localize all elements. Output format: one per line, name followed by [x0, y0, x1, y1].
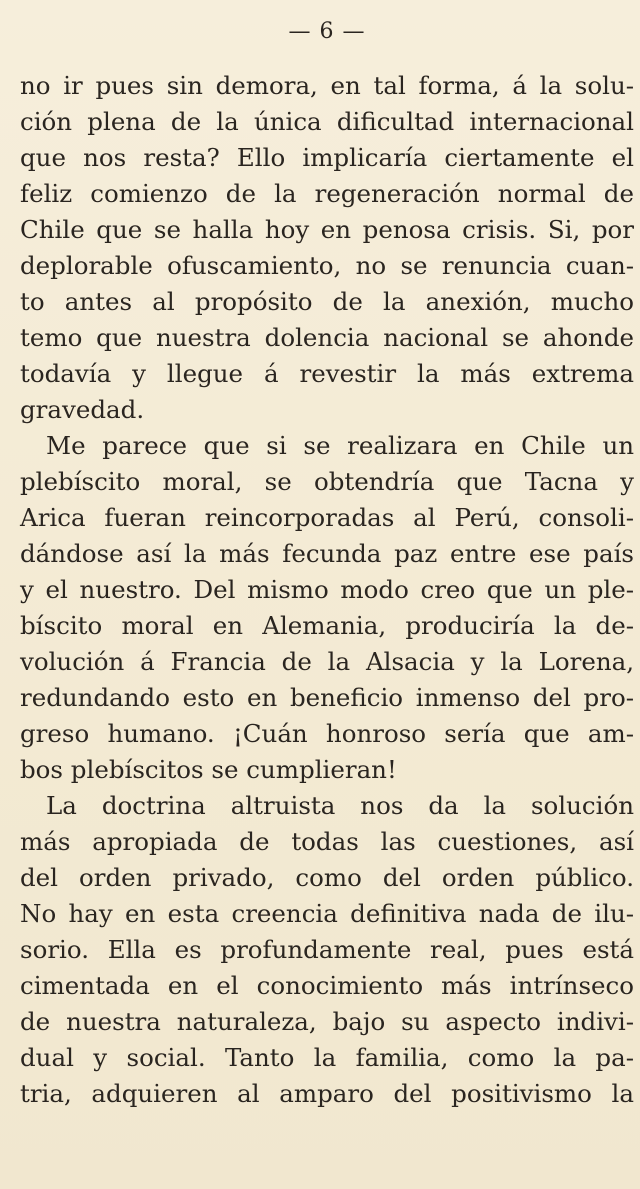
text-line: Arica fueran reincorporadas al Perú, consoli- [20, 503, 634, 532]
text-line: dual y social. Tanto la familia, como la pa- [20, 1043, 634, 1072]
text-line: redundando esto en beneficio inmenso del pro- [20, 683, 634, 712]
page-number: — 6 — [288, 19, 366, 44]
paragraph-2 [20, 428, 634, 788]
text-line: Chile que se halla hoy en penosa crisis. Si, por [20, 215, 634, 244]
paragraph-1 [20, 68, 634, 428]
text-line: todavía y llegue á revestir la más extrema [20, 359, 634, 388]
text-line: cimentada en el conocimiento más intrínseco [20, 971, 634, 1000]
text-line: no ir pues sin demora, en tal forma, á la solu- [20, 71, 634, 100]
text-line: deplorable ofuscamiento, no se renuncia cuan- [20, 251, 634, 280]
paragraph-3 [20, 788, 634, 1112]
text-line: tria, adquieren al amparo del positivismo la [20, 1079, 634, 1108]
text-line: volución á Francia de la Alsacia y la Lorena, [20, 647, 634, 676]
text-line: y el nuestro. Del mismo modo creo que un ple- [20, 575, 634, 604]
text-line: to antes al propósito de la anexión, mucho [20, 287, 634, 316]
text-line: más apropiada de todas las cuestiones, así [20, 827, 634, 856]
text-line: que nos resta? Ello implicaría ciertamente el [20, 143, 634, 172]
text-line: Me parece que si se realizara en Chile un [46, 431, 634, 460]
text-line: plebíscito moral, se obtendría que Tacna y [20, 467, 634, 496]
text-line: temo que nuestra dolencia nacional se ahonde [20, 323, 634, 352]
text-line: de nuestra naturaleza, bajo su aspecto indivi- [20, 1007, 634, 1036]
text-line: La doctrina altruista nos da la solución [46, 791, 634, 820]
text-line: feliz comienzo de la regeneración normal de [20, 179, 634, 208]
text-line: bos plebíscitos se cumplieran! [20, 755, 397, 784]
text-line: dándose así la más fecunda paz entre ese país [20, 539, 634, 568]
text-line: del orden privado, como del orden público. [20, 863, 634, 892]
text-line: bíscito moral en Alemania, produciría la de- [20, 611, 634, 640]
text-line: ción plena de la única dificultad internacional [20, 107, 634, 136]
text-line: greso humano. ¡Cuán honroso sería que am- [20, 719, 634, 748]
text-line: sorio. Ella es profundamente real, pues está [20, 935, 634, 964]
text-line: No hay en esta creencia definitiva nada de ilu- [20, 899, 634, 928]
text-line: gravedad. [20, 395, 145, 424]
